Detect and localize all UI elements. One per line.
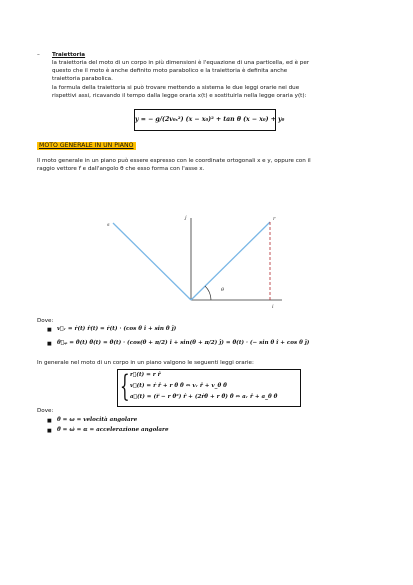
dove-label: Dove:: [37, 408, 54, 414]
dove-label: Dove:: [37, 318, 54, 324]
section-heading: MOTO GENERALE IN UN PIANO: [39, 142, 134, 149]
paragraph-line: la traiettoria del moto di un corpo in più dimensioni è l'equazione di una particella, ed è per: [52, 60, 310, 66]
point-s-label: s: [107, 222, 110, 228]
paragraph-line: la formula della traiettoria si può trovare mettendo a sistema le due leggi orarie nei due: [52, 85, 300, 91]
vector-s: [113, 223, 191, 300]
acceleration-law: a⃗(t) = (r̈ − r θ̇²) r̂ + (2ṙθ̇ + r θ̈) θ̂ ⇔ aᵣ r̂ + a_θ θ̂: [130, 394, 278, 400]
bullet-dot: ■: [47, 327, 52, 333]
paragraph-line: rispettivi assi, ricavando il tempo dalla legge oraria x(t) e sostituirla nella legge oraria y(t):: [52, 93, 307, 99]
bullet-formula: θ⃗ᵩ = θ̇(t) θ̂(t) = θ̇(t) · (cos(θ + π/2) î + sin(θ + π/2) ĵ) = θ̇(t) · (− sin θ î + cos θ ĵ): [57, 340, 310, 346]
velocity-law: v⃗(t) = ṙ r̂ + r θ̇ θ̂ ⇔ vᵣ r̂ + v_θ θ̂: [130, 383, 227, 389]
axis-y-label: j: [185, 215, 187, 221]
axis-x-label: i: [272, 304, 274, 310]
laws-system-box: [117, 369, 301, 407]
trajectory-formula: y = − g/(2v₀ₓ²) (x − x₀)² + tan θ (x − x₀) + y₀: [134, 109, 276, 131]
bullet-dot: ■: [47, 418, 52, 424]
paragraph-line: Il moto generale in un piano può essere espresso con le coordinate ortogonali x e y, oppure con il: [37, 158, 311, 164]
bullet-formula: v⃗ᵣ = ṙ(t) r̂(t) = ṙ(t) · (cos θ î + sin θ ĵ): [57, 326, 177, 332]
bullet-angular-velocity: θ̇ = ω = velocità angolare: [57, 417, 138, 423]
bullet-angular-acceleration: θ̈ = ω̇ = α = accelerazione angolare: [57, 427, 169, 433]
system-brace: {: [120, 369, 130, 404]
angle-arc: [205, 286, 211, 300]
paragraph-line: questo che il moto è anche definito moto parabolico e la traiettoria è definita anche: [52, 68, 288, 74]
list-dash: –: [37, 52, 40, 58]
paragraph-line: raggio vettore r⃗ e dall'angolo θ che esso forma con l'asse x.: [37, 166, 205, 172]
position-law: r⃗(t) = r r̂: [130, 372, 161, 378]
vector-r: [191, 222, 270, 300]
paragraph-line: traiettoria parabolica.: [52, 76, 113, 82]
bullet-dot: ■: [47, 428, 52, 434]
point-r-label: r: [273, 216, 276, 222]
traiettoria-title: Traiettoria: [52, 52, 86, 58]
angle-label: θ: [221, 287, 225, 293]
paragraph-line: In generale nel moto di un corpo in un piano valgono le seguenti leggi orarie:: [37, 360, 254, 366]
bullet-dot: ■: [47, 341, 52, 347]
